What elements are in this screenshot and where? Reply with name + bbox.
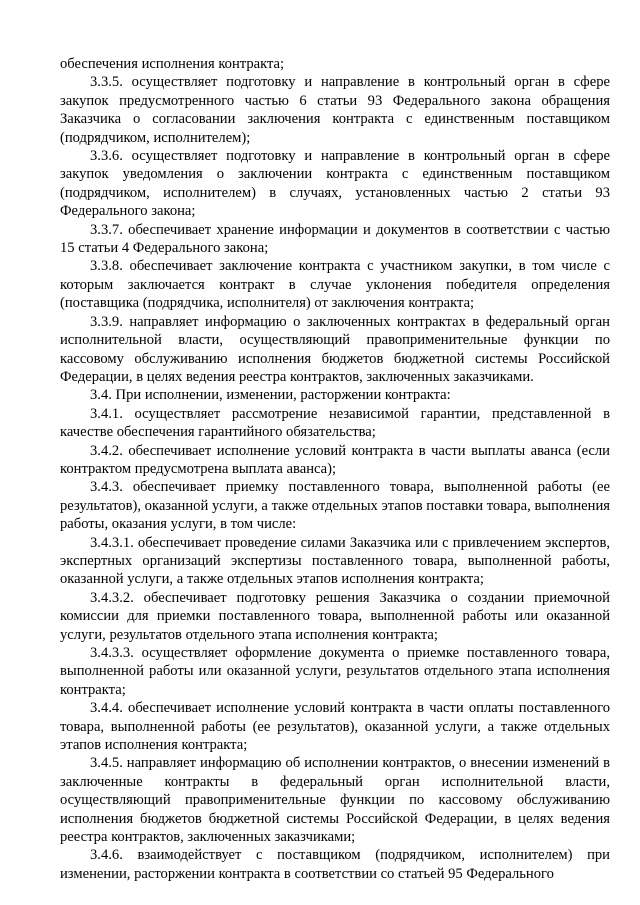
- document-page: [60, 55, 610, 883]
- paragraph-3-4-1: 3.4.1. осуществляет рассмотрение независимой гарантии, представленной в качестве обеспечения гарантийного обязательства;: [60, 405, 610, 441]
- paragraph-3-3-6: 3.3.6. осуществляет подготовку и направление в контрольный орган в сфере закупок уведомления о заключении контракта с единственным поставщиком (подрядчиком, исполнителем) в случаях, установленных частью 2 статьи 93 Федерального закона;: [60, 148, 610, 220]
- paragraph-3-4-3-1: 3.4.3.1. обеспечивает проведение силами Заказчика или с привлечением экспертов, экспертных организаций экспертизы поставленного товара, выполненной работы, оказанной услуги, а также отдельных этапов исполнения контракта;: [60, 534, 610, 588]
- paragraph-3-4-4: 3.4.4. обеспечивает исполнение условий контракта в части оплаты поставленного товара, выполненной работы (ее результатов), оказанной услуги, а также отдельных этапов исполнения контракта;: [60, 700, 610, 754]
- paragraph-3-4-3-3: 3.4.3.3. осуществляет оформление документа о приемке поставленного товара, выполненной работы или оказанной услуги, результатов отдельного этапа исполнения контракта;: [60, 645, 610, 698]
- paragraph-3-4-3-2: 3.4.3.2. обеспечивает подготовку решения Заказчика о создании приемочной комиссии для приемки поставленного товара, выполненной работы или оказанной услуги, результатов отдельного этапа исполнения контракта;: [60, 589, 610, 643]
- paragraph-3-3-8: 3.3.8. обеспечивает заключение контракта с участником закупки, в том числе с которым заключается контракт в случае уклонения победителя определения (поставщика (подрядчика, исполнителя) от заключения контракта;: [60, 258, 610, 312]
- paragraph-3-4-5: 3.4.5. направляет информацию об исполнении контрактов, о внесении изменений в заключенные контракты в федеральный орган исполнительной власти, осуществляющий правоприменительные функции по кассовому обслуживанию исполнения бюджетов бюджетной системы Российской Федерации, в целях ведения реестра контрактов, заключенных заказчиками;: [60, 755, 610, 846]
- paragraph-3-4-6: 3.4.6. взаимодействует с поставщиком (подрядчиком, исполнителем) при изменении, расторжении контракта в соответствии со статьей 95 Федерального: [60, 847, 610, 882]
- paragraph-3-4: 3.4. При исполнении, изменении, расторжении контракта:: [90, 387, 451, 404]
- paragraph-3-4-2: 3.4.2. обеспечивает исполнение условий контракта в части выплаты аванса (если контрактом предусмотрена выплата аванса);: [60, 442, 610, 477]
- paragraph-3-4-3: 3.4.3. обеспечивает приемку поставленного товара, выполненной работы (ее результатов), оказанной услуги, а также отдельных этапов поставки товара, выполнения работы, оказания услуги, в том числе:: [60, 479, 610, 533]
- paragraph-continuation: обеспечения исполнения контракта;: [60, 56, 285, 72]
- paragraph-3-3-9: 3.3.9. направляет информацию о заключенных контрактах в федеральный орган исполнительной власти, осуществляющий правоприменительные функции по кассовому обслуживанию исполнения бюджетов бюджетной системы Российской Федерации, в целях ведения реестра контрактов, заключенных заказчиками.: [60, 313, 610, 385]
- paragraph-3-3-5: 3.3.5. осуществляет подготовку и направление в контрольный орган в сфере закупок предусмотренного частью 6 статьи 93 Федерального закона обращения Заказчика о согласовании заключения контракта с единственным поставщиком (подрядчиком, исполнителем);: [60, 74, 610, 146]
- paragraph-3-3-7: 3.3.7. обеспечивает хранение информации и документов в соответствии с частью 15 статьи 4 Федерального закона;: [60, 221, 610, 257]
